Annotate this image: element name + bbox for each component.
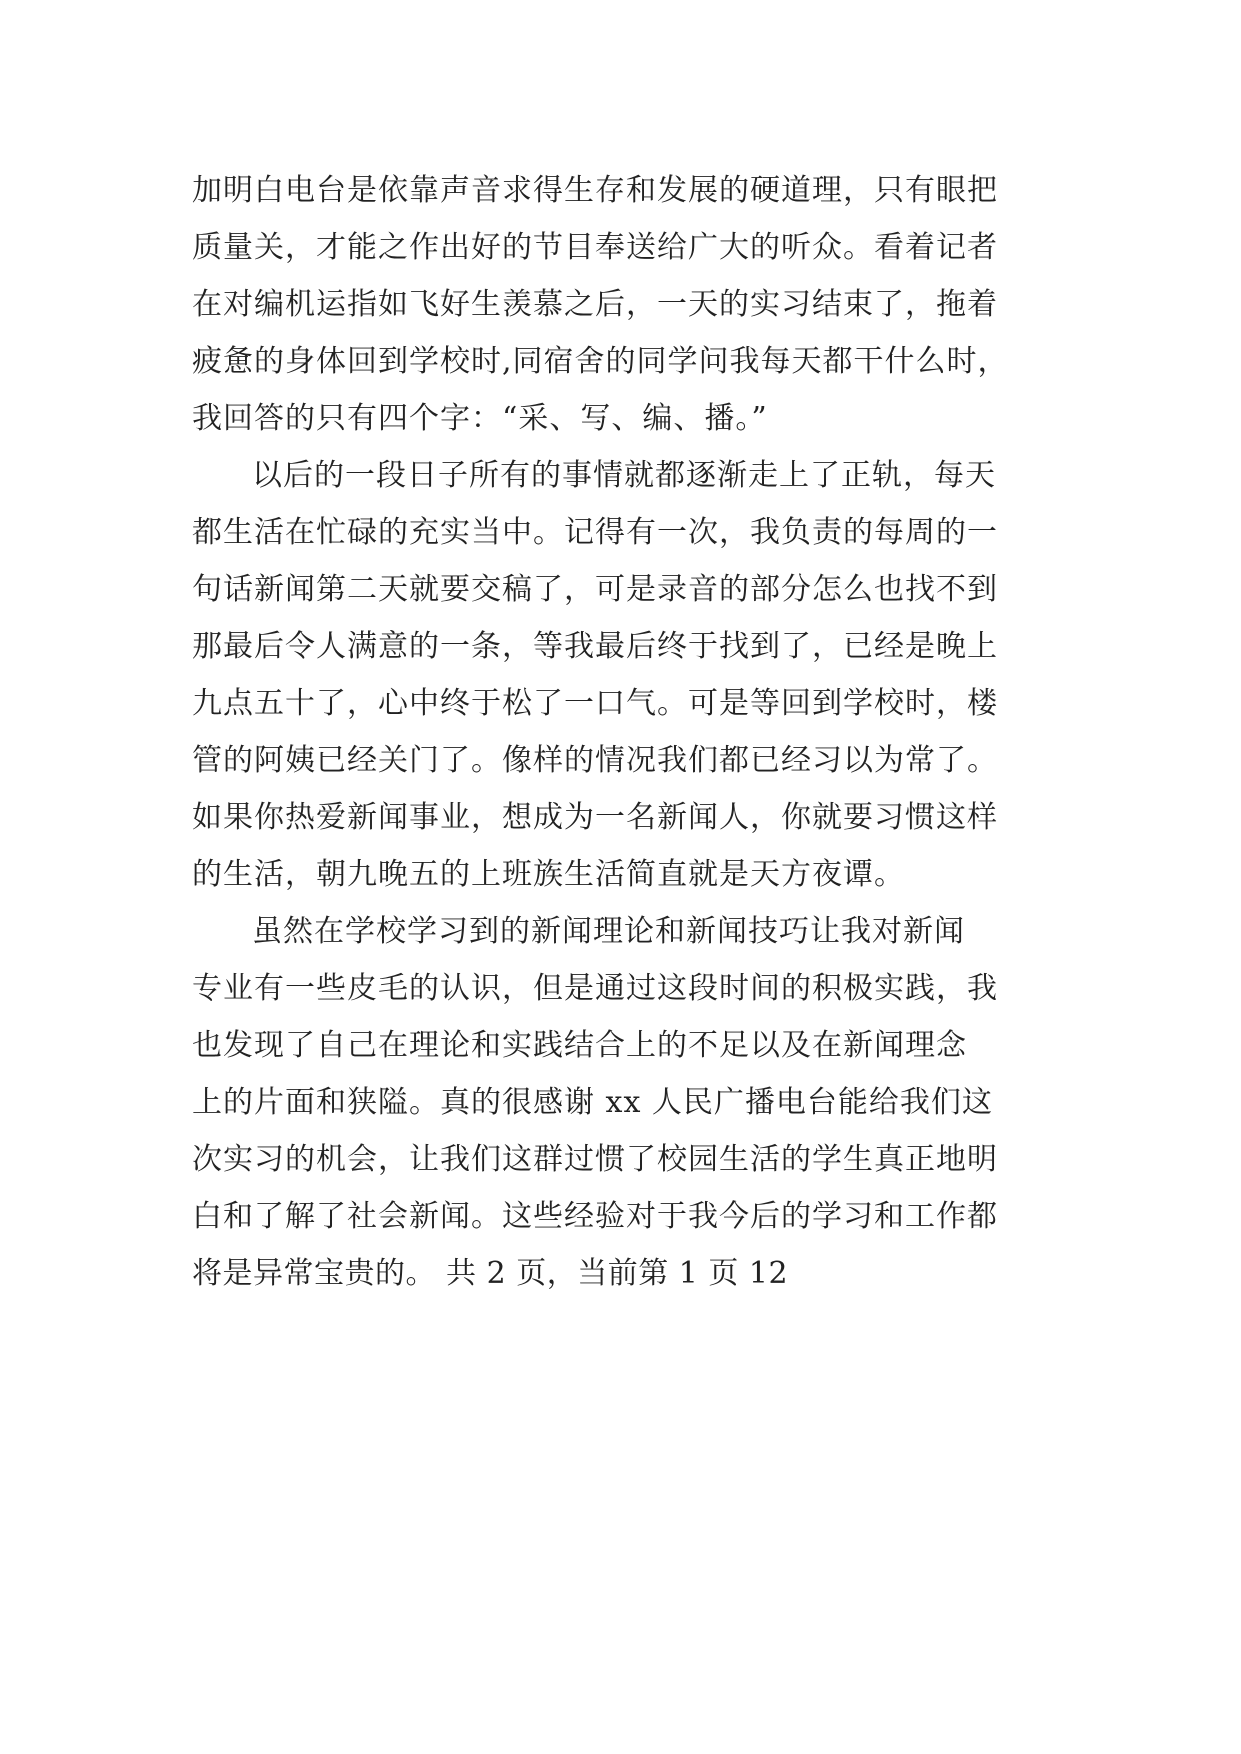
paragraph-start-line: 虽然在学校学习到的新闻理论和新闻技巧让我对新闻: [252, 914, 965, 949]
text-line: 加明白电台是依靠声音求得生存和发展的硬道理，只有眼把: [192, 173, 998, 208]
body-text: [192, 162, 1072, 1302]
text-line: 九点五十了，心中终于松了一口气。可是等回到学校时，楼: [192, 686, 998, 721]
text-line: 句话新闻第二天就要交稿了，可是录音的部分怎么也找不到: [192, 572, 998, 607]
text-line: 次实习的机会，让我们这群过惯了校园生活的学生真正地明: [192, 1142, 998, 1177]
text-line: 的生活，朝九晚五的上班族生活简直就是天方夜谭。: [192, 857, 905, 892]
text-line: 也发现了自己在理论和实践结合上的不足以及在新闻理念: [192, 1028, 967, 1063]
text-line: 管的阿姨已经关门了。像样的情况我们都已经习以为常了。: [192, 743, 998, 778]
text-line: 那最后令人满意的一条，等我最后终于找到了，已经是晚上: [192, 629, 998, 664]
text-line: 上的片面和狭隘。真的很感谢 xx 人民广播电台能给我们这: [192, 1085, 993, 1120]
text-line-with-page-indicator: 将是异常宝贵的。 共 2 页，当前第 1 页 12: [192, 1256, 789, 1291]
text-line: 疲惫的身体回到学校时,同宿舍的同学问我每天都干什么时，: [192, 344, 1009, 379]
text-line: 都生活在忙碌的充实当中。记得有一次，我负责的每周的一: [192, 515, 998, 550]
text-line: 白和了解了社会新闻。这些经验对于我今后的学习和工作都: [192, 1199, 998, 1234]
text-line: 如果你热爱新闻事业，想成为一名新闻人，你就要习惯这样: [192, 800, 998, 835]
paragraph-start-line: 以后的一段日子所有的事情就都逐渐走上了正轨，每天: [252, 458, 996, 493]
text-line: 我回答的只有四个字：“采、写、编、播。”: [192, 401, 768, 436]
text-line: 专业有一些皮毛的认识，但是通过这段时间的积极实践，我: [192, 971, 998, 1006]
text-line: 质量关，才能之作出好的节目奉送给广大的听众。看着记者: [192, 230, 998, 265]
text-line: 在对编机运指如飞好生羡慕之后，一天的实习结束了，拖着: [192, 287, 998, 322]
